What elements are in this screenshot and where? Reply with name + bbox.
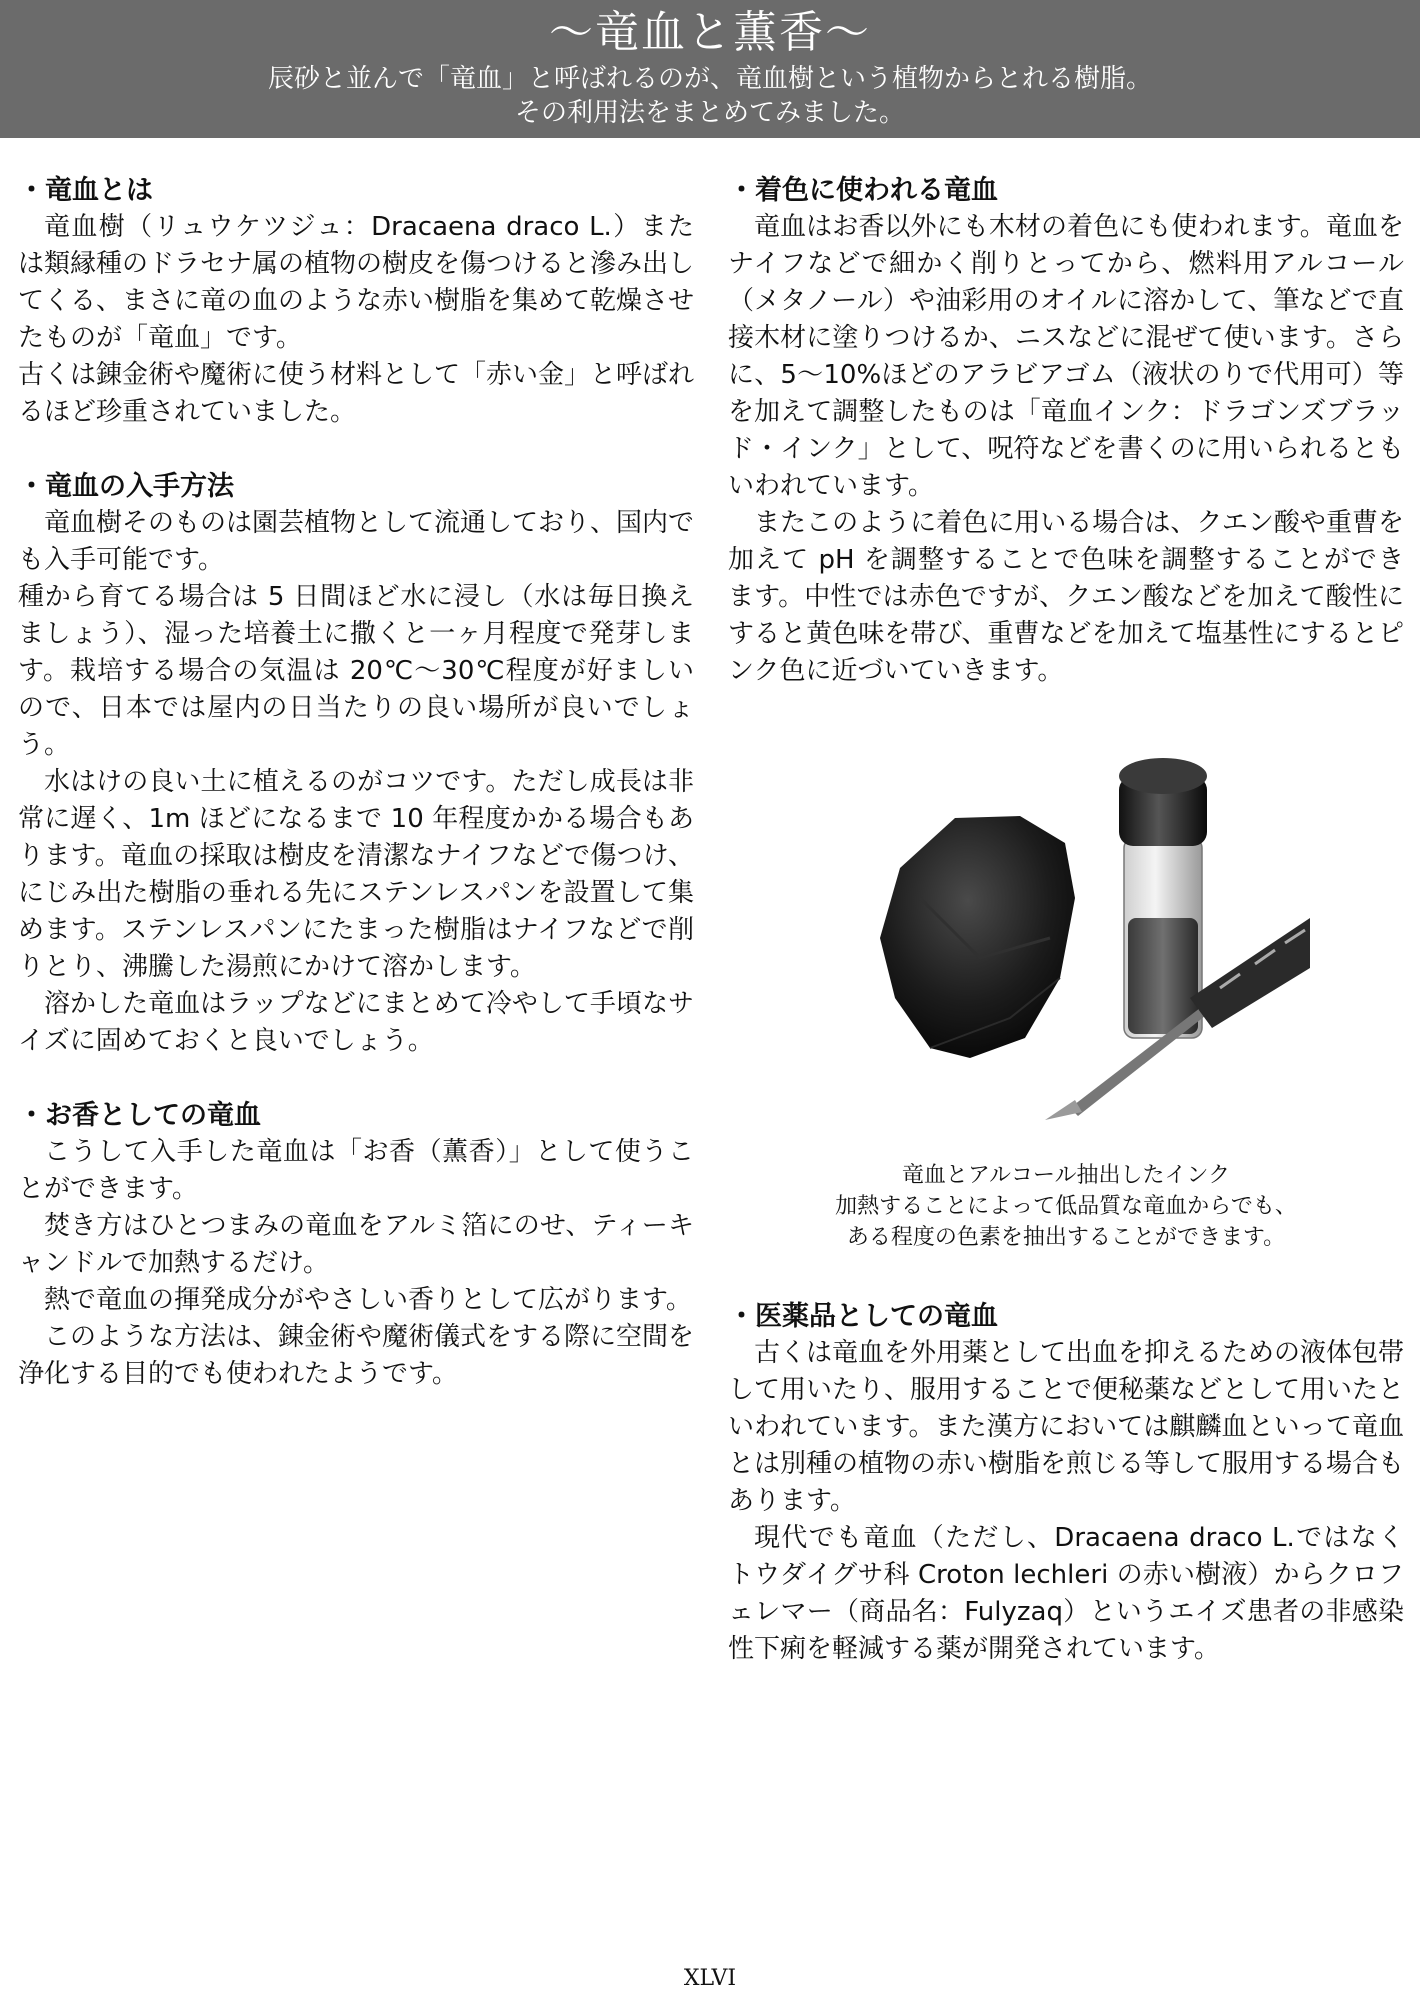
paragraph: 竜血樹そのものは園芸植物として流通しており、国内でも入手可能です。 [18,508,695,575]
paragraph: 竜血はお香以外にも木材の着色にも使われます。竜血をナイフなどで細かく削りとってから、燃料用アルコール（メタノール）や油彩用のオイルに溶かして、筆などで直接木材に塗りつけるか、ニスなどに混ぜて使います。さらに、5〜10%ほどのアラビアゴム（液状のりで代用可）等を加えて調整したものは「竜血インク：ドラゴンズブラッド・インク」として、呪符などを書くのに用いられるともいわれています。 [728,212,1404,501]
section-title: ・竜血とは [18,175,153,206]
figure-caption [728,1160,1404,1253]
section-as-incense [18,1097,694,1393]
caption-line-1: 竜血とアルコール抽出したインク [901,1163,1231,1188]
resin-lump-icon [880,816,1075,1058]
caption-line-2: 加熱することによって低品質な竜血からでも、 [835,1194,1297,1219]
page-subtitle-line-1: 辰砂と並んで「竜血」と呼ばれるのが、竜血樹という植物からとれる樹脂。 [267,64,1152,94]
paragraph: 種から育てる場合は 5 日間ほど水に浸し（水は毎日換えましょう）、湿った培養土に撒くと一ヶ月程度で発芽します。栽培する場合の気温は 20℃〜30℃程度が好ましいので、日本では屋内の日当たりの良い場所が良いでしょう。 [18,582,694,760]
section-how-to-obtain [18,468,694,1060]
paragraph: 水はけの良い土に植えるのがコツです。ただし成長は非常に遅く、1m ほどになるまで 10 年程度かかる場合もあります。竜血の採取は樹皮を清潔なナイフなどで傷つけ、にじみ出た樹脂の垂れる先にステンレスパンを設置して集めます。ステンレスパンにたまった樹脂はナイフなどで削りとり、沸騰した湯煎にかけて溶かします。 [18,767,694,982]
paragraph: 現代でも竜血（ただし、Dracaena draco L.ではなくトウダイグサ科 Croton lechleri の赤い樹液）からクロフェレマー（商品名：Fulyzaq）というエイズ患者の非感染性下痢を軽減する薬が開発されています。 [728,1523,1404,1664]
paragraph: 古くは竜血を外用薬として出血を抑えるための液体包帯して用いたり、服用することで便秘薬などとして用いたといわれています。また漢方においては麒麟血といって竜血とは別種の植物の赤い樹脂を煎じる等して服用する場合もあります。 [728,1338,1405,1516]
section-title: ・お香としての竜血 [18,1100,261,1131]
section-what-is-dragons-blood [18,172,694,431]
paragraph: こうして入手した竜血は「お香（薫香）」として使うことができます。 [18,1137,694,1204]
caption-line-3: ある程度の色素を抽出することができます。 [846,1225,1286,1250]
dragons-blood-photo [860,748,1310,1168]
section-title: ・医薬品としての竜血 [728,1301,998,1332]
paragraph: またこのように着色に用いる場合は、クエン酸や重曹を加えて pH を調整することで色味を調整することができます。中性では赤色ですが、クエン酸などを加えて酸性にすると黄色味を帯び、重曹などを加えて塩基性にするとピンク色に近づいていきます。 [728,508,1404,686]
paragraph: 熱で竜血の揮発成分がやさしい香りとして広がります。 [44,1285,692,1315]
section-as-colorant [728,172,1404,690]
paragraph: このような方法は、錬金術や魔術儀式をする際に空間を浄化する目的でも使われたようです。 [18,1322,695,1389]
right-column [728,172,1404,727]
paragraph: 焚き方はひとつまみの竜血をアルミ箔にのせ、ティーキャンドルで加熱するだけ。 [18,1211,694,1278]
paragraph: 竜血樹（リュウケツジュ：Dracaena draco L.）または類縁種のドラセナ属の植物の樹皮を傷つけると滲み出してくる、まさに竜の血のような赤い樹脂を集めて乾燥させたものが「竜血」です。 [18,212,695,353]
page-title: 〜竜血と薫香〜 [549,7,871,58]
page-subtitle-line-2: その利用法をまとめてみました。 [514,98,905,128]
page-header [0,0,1420,138]
page-number: XLVI [683,1966,737,1991]
paragraph: 古くは錬金術や魔術に使う材料として「赤い金」と呼ばれるほど珍重されていました。 [18,360,695,427]
left-column [18,172,694,1430]
paragraph: 溶かした竜血はラップなどにまとめて冷やして手頃なサイズに固めておくと良いでしょう。 [18,989,694,1056]
section-as-medicine [728,1298,1404,1668]
section-title: ・竜血の入手方法 [18,471,234,502]
section-title: ・着色に使われる竜血 [728,175,998,206]
